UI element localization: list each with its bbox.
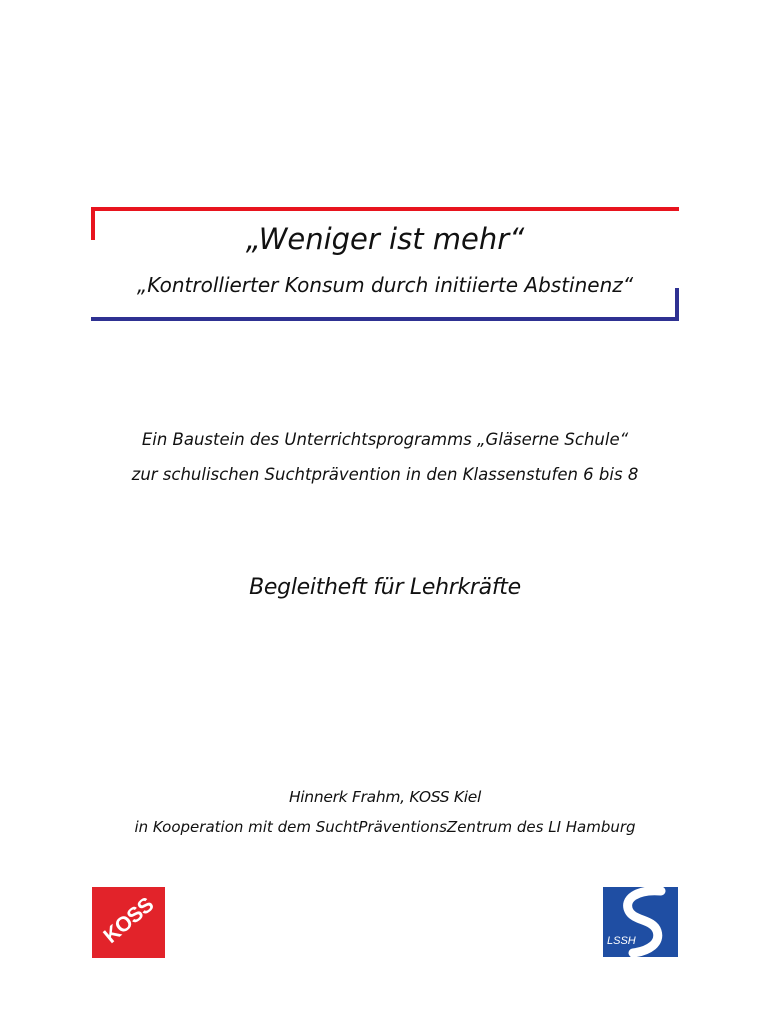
cooperation-line: in Kooperation mit dem SuchtPräventionsZentrum des LI Hamburg [134,818,636,836]
lssh-logo-text: LSSH [607,935,636,947]
red-frame-top-line [91,207,679,211]
booklet-title: Begleitheft für Lehrkräfte [249,575,521,600]
intro-line-2: zur schulischen Suchtprävention in den Klassenstufen 6 bis 8 [131,465,639,484]
koss-logo [92,887,165,958]
intro-line-1: Ein Baustein des Unterrichtsprogramms „Gläserne Schule“ [141,430,629,449]
page-subtitle: „Kontrollierter Konsum durch initiierte Abstinenz“ [136,273,634,297]
author-line: Hinnerk Frahm, KOSS Kiel [288,788,482,806]
lssh-logo [603,887,678,957]
koss-logo-text: KOSS [99,893,159,948]
page-title: „Weniger ist mehr“ [245,222,525,256]
blue-frame-bottom-line [91,317,679,321]
